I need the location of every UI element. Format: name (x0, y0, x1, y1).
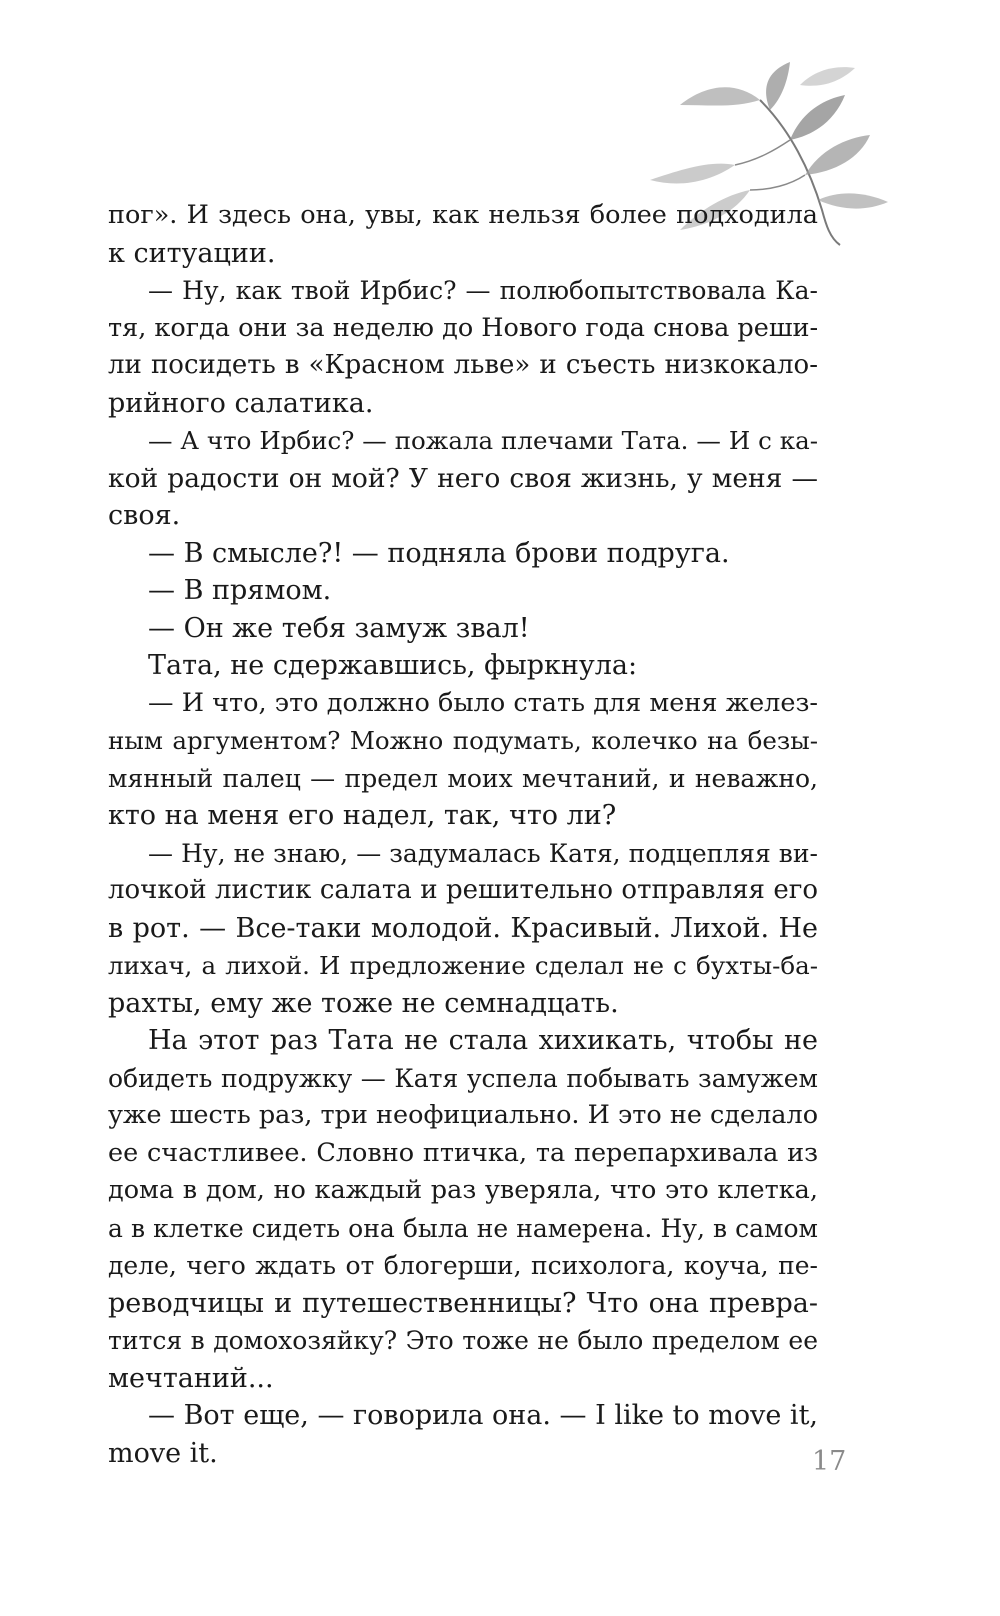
text-line: — Ну, не знаю, — задумалась Катя, подцепляя ви- (148, 838, 818, 868)
text-line: мечтаний... (108, 1362, 274, 1394)
text-line: тя, когда они за неделю до Нового года снова реши- (108, 312, 819, 343)
text-line: своя. (108, 500, 181, 531)
text-line: реводчицы и путешественницы? Что она превра- (108, 1287, 818, 1319)
text-line: рийного салатика. (108, 387, 374, 419)
text-line: лочкой листик салата и решительно отправляя его (108, 875, 818, 905)
text-line: Тата, не сдержавшись, фыркнула: (148, 650, 638, 681)
body-text (108, 197, 818, 1472)
page-number: 17 (812, 1446, 847, 1477)
text-line: тится в домохозяйку? Это тоже не было пределом ее (108, 1326, 818, 1355)
text-line: а в клетке сидеть она была не намерена. Ну, в самом (108, 1213, 818, 1243)
text-line: ли посидеть в «Красном льве» и съесть низкокало- (108, 350, 818, 380)
text-line: ее счастливее. Словно птичка, та перепархивала из (108, 1137, 818, 1168)
text-line: — И что, это должно было стать для меня желез- (148, 687, 818, 718)
text-line: деле, чего ждать от блогерши, психолога, коуча, пе- (108, 1251, 818, 1280)
text-line: — В прямом. (148, 575, 332, 606)
text-line: — Ну, как твой Ирбис? — полюбопытствовала Ка- (148, 276, 818, 305)
text-line: На этот раз Тата не стала хихикать, чтобы не (148, 1025, 818, 1056)
text-line: обидеть подружку — Катя успела побывать замужем (108, 1063, 818, 1093)
text-line: пог». И здесь она, увы, как нельзя более подходила (108, 200, 818, 230)
text-line: — Вот еще, — говорила она. — I like to move it, (148, 1400, 818, 1431)
text-line: — Он же тебя замуж звал! (148, 612, 530, 644)
text-line: рахты, ему же тоже не семнадцать. (108, 987, 619, 1019)
text-line: кто на меня его надел, так, что ли? (108, 800, 617, 831)
text-line: ным аргументом? Можно подумать, колечко на безы- (108, 726, 818, 755)
text-line: кой радости он мой? У него своя жизнь, у меня — (108, 462, 818, 494)
text-line: к ситуации. (108, 237, 276, 269)
text-line: уже шесть раз, три неофициально. И это не сделало (108, 1100, 819, 1130)
text-line: лихач, а лихой. И предложение сделал не с бухты-ба- (108, 951, 818, 980)
text-line: — В смысле?! — подняла брови подруга. (148, 537, 730, 569)
text-line: — А что Ирбис? — пожала плечами Тата. — И с ка- (148, 426, 818, 455)
text-line: в рот. — Все-таки молодой. Красивый. Лихой. Не (108, 912, 818, 944)
text-line: дома в дом, но каждый раз уверяла, что это клетка, (108, 1175, 818, 1205)
text-line: move it. (108, 1437, 218, 1469)
text-line: мянный палец — предел моих мечтаний, и неважно, (108, 763, 818, 793)
